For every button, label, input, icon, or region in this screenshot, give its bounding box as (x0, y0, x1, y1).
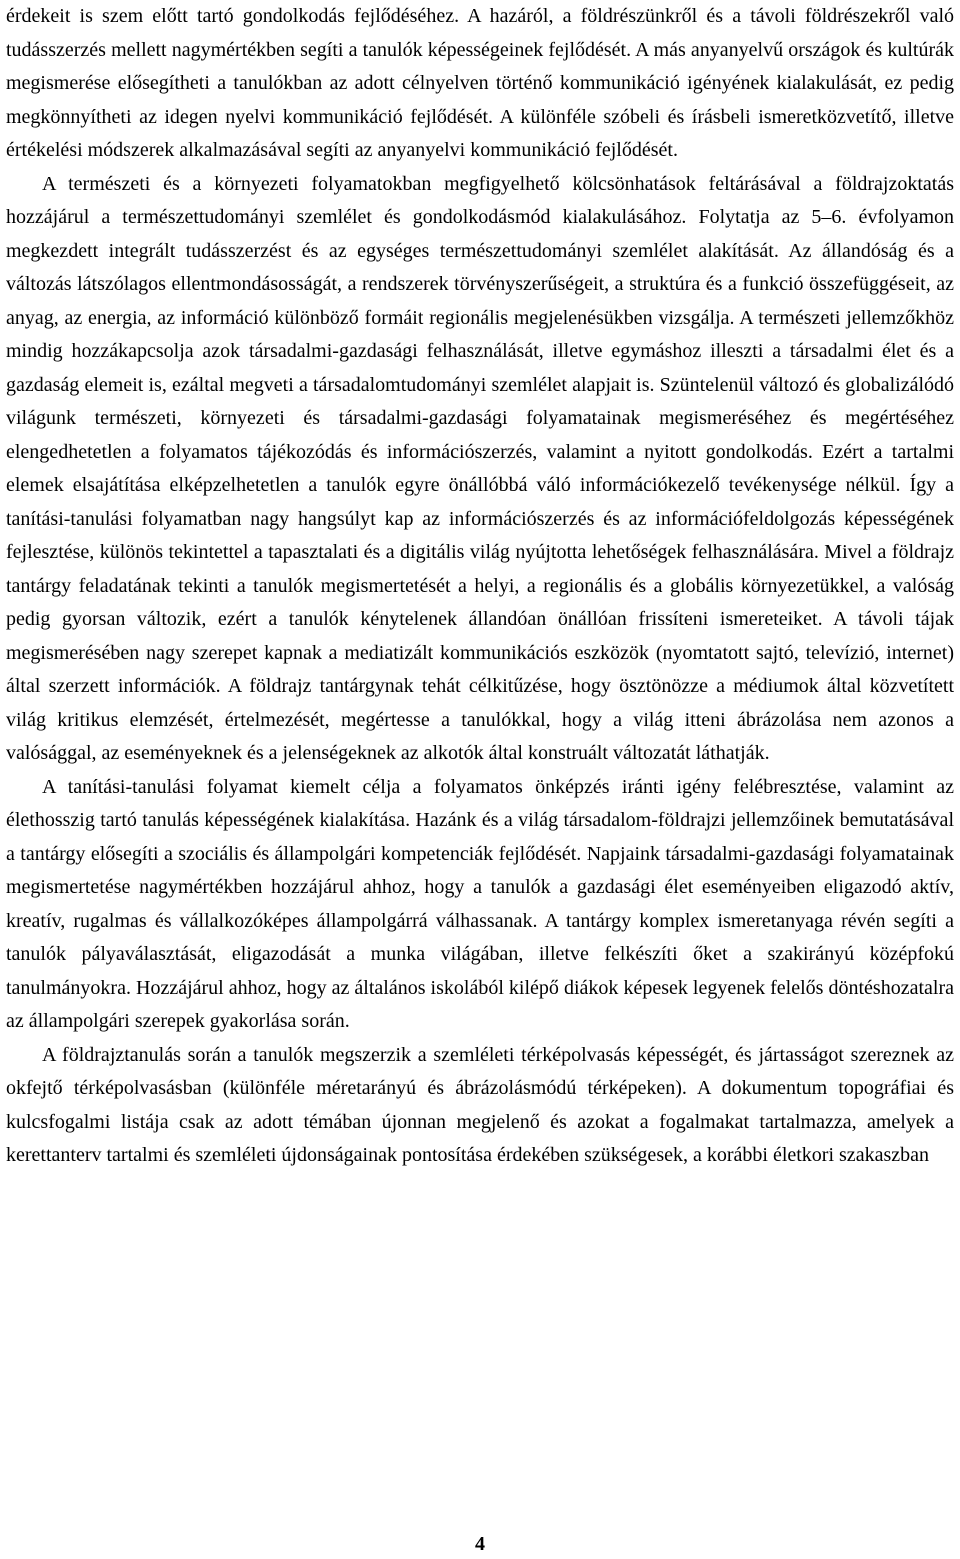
page-number: 4 (475, 1533, 485, 1555)
page-body (6, 0, 954, 1173)
paragraph-continuation: érdekeit is szem előtt tartó gondolkodás fejlődéséhez. A hazáról, a földrészünkről és a távoli földrészekről való tudásszerzés mellett nagymértékben segíti a tanulók képességeinek fejlődését. A más anyanyelvű országok és kultúrák megismerése elősegítheti a tanulókban az adott célnyelven történő kommunikáció igényének kialakulását, ez pedig megkönnyítheti az idegen nyelvi kommunikáció fejlődését. A különféle szóbeli és írásbeli ismeretközvetítő, illetve értékelési módszerek alkalmazásával segíti az anyanyelvi kommunikáció fejlődését. (6, 5, 954, 161)
paragraph-natural-science: A természeti és a környezeti folyamatokban megfigyelhető kölcsönhatások feltárásával a földrajzoktatás hozzájárul a természettudományi szemlélet és gondolkodásmód kialakulásához. Folytatja az 5–6. évfolyamon megkezdett integrált tudásszerzést és az egységes természettudományi szemlélet alakítását. Az állandóság és a változás látszólagos ellentmondásosságát, a rendszerek törvényszerűségeit, a struktúra és a funkció összefüggéseit, az anyag, az energia, az információ különböző formáit regionális megjelenésükben vizsgálja. A természeti jellemzőkhöz mindig hozzákapcsolja azok társadalmi-gazdasági felhasználását, illetve egymáshoz illeszti a társadalmi élet és a gazdaság elemeit is, ezáltal megveti a társadalomtudományi szemlélet alapjait is. Szüntelenül változó és globalizálódó világunk természeti, környezeti és társadalmi-gazdasági folyamatainak megismeréséhez és megértéséhez elengedhetetlen a folyamatos tájékozódás és információszerzés, valamint a nyitott gondolkodás. Ezért a tartalmi elemek elsajátítása elképzelhetetlen a tanulók egyre önállóbbá váló információkezelő tevékenysége nélkül. Így a tanítási-tanulási folyamatban nagy hangsúlyt kap az információszerzés és az információfeldolgozás képességének fejlesztése, különös tekintettel a tapasztalati és a digitális világ nyújtotta lehetőségek felhasználására. Mivel a földrajz tantárgy feladatának tekinti a tanulók megismertetését a helyi, a regionális és a globális környezetükkel, a valóság pedig gyorsan változik, ezért a tanulók kénytelenek állandóan önállóan frissíteni ismereteiket. A távoli tájak megismerésében nagy szerepet kapnak a mediatizált kommunikációs eszközök (nyomtatott sajtó, televízió, internet) által szerzett információk. A földrajz tantárgynak tehát célkitűzése, hogy ösztönözze a médiumok által közvetített világ kritikus elemzését, értelmezését, megértesse a tanulókkal, hogy a világ itteni ábrázolása nem azonos a valósággal, az eseményeknek és a jelenségeknek az alkotók által konstruált változatát láthatják. (6, 172, 954, 764)
paragraph-lifelong-learning: A tanítási-tanulási folyamat kiemelt célja a folyamatos önképzés iránti igény felébresztése, valamint az élethosszig tartó tanulás képességének kialakítása. Hazánk és a világ társadalom-földrajzi jellemzőinek bemutatásával a tantárgy elősegíti a szociális és állampolgári kompetenciák fejlődését. Napjaink társadalmi-gazdasági folyamatainak megismertetése nagymértékben hozzájárul ahhoz, hogy a tanulók a gazdasági élet eseményeiben eligazodó aktív, kreatív, rugalmas és vállalkozóképes állampolgárrá válhassanak. A tantárgy komplex ismeretanyaga révén segíti a tanulók pályaválasztását, eligazodását a munka világában, illetve felkészíti őket a szakirányú középfokú tanulmányokra. Hozzájárul ahhoz, hogy az általános iskolából kilépő diákok képesek legyenek felelős döntéshozatalra az állampolgári szerepek gyakorlása során. (6, 775, 954, 1032)
paragraph-map-reading: A földrajztanulás során a tanulók megszerzik a szemléleti térképolvasás képességét, és jártasságot szereznek az okfejtő térképolvasásban (különféle méretarányú és ábrázolásmódú térképeken). A dokumentum topográfiai és kulcsfogalmi listája csak az adott témában újonnan megjelenő és azokat a fogalmakat tartalmazza, amelyek a kerettanterv tartalmi és szemléleti újdonságainak pontosítása érdekében szükségesek, a korábbi életkori szakaszban (6, 1043, 954, 1166)
